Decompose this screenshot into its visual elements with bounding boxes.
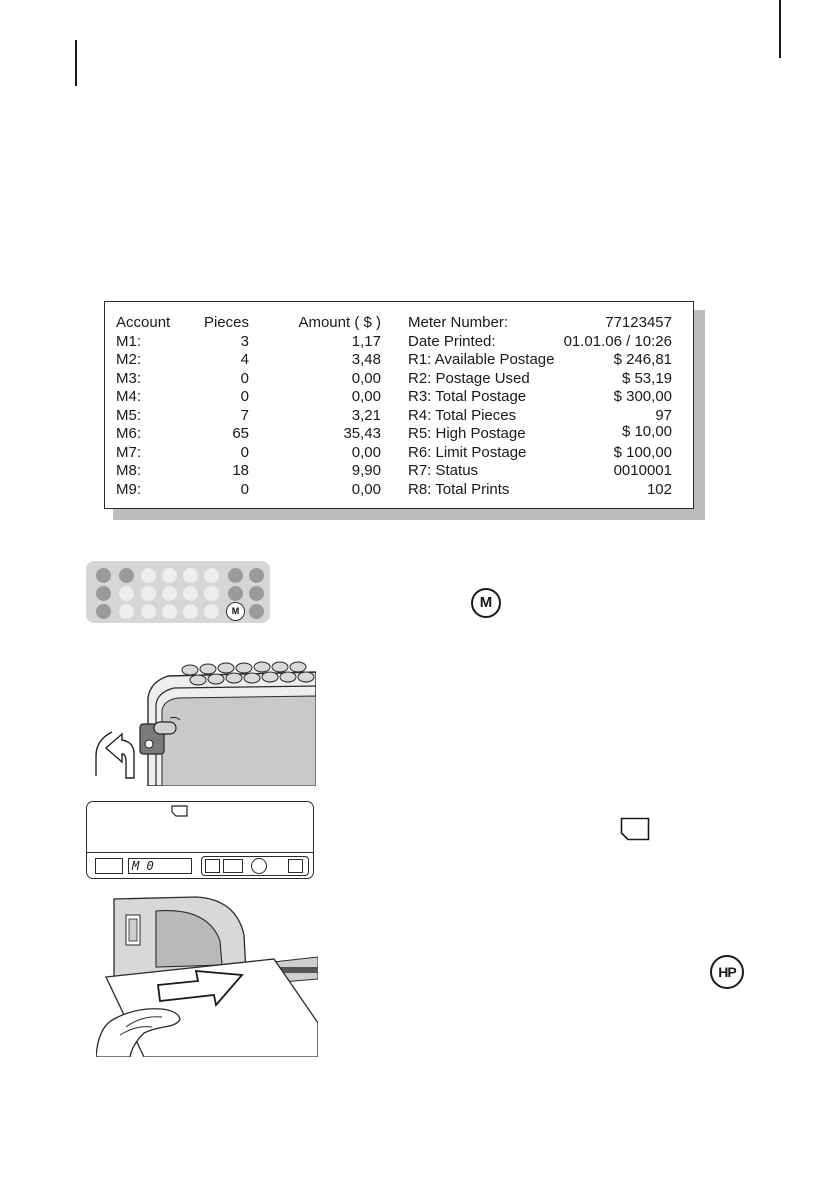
keypad-key bbox=[141, 586, 156, 601]
envelope-icon bbox=[171, 805, 188, 817]
m-key[interactable]: M bbox=[226, 602, 245, 621]
meter-label: R7: Status bbox=[408, 462, 479, 479]
display-indicator bbox=[205, 859, 220, 873]
keypad-key bbox=[183, 568, 198, 583]
account-label: M8: bbox=[116, 462, 142, 479]
keypad-key bbox=[119, 568, 134, 583]
meter-value: 77123457 bbox=[605, 314, 672, 331]
account-pieces: 7 bbox=[240, 406, 249, 424]
keypad-key bbox=[204, 568, 219, 583]
keypad-key bbox=[249, 586, 264, 601]
display-indicator bbox=[223, 859, 243, 873]
keypad-illustration bbox=[86, 561, 270, 623]
keypad-key bbox=[183, 586, 198, 601]
account-label: M3: bbox=[116, 369, 142, 387]
meter-label: R1: Available Postage bbox=[408, 351, 555, 368]
envelope-icon bbox=[620, 817, 650, 841]
meter-value: $ 100,00 bbox=[613, 443, 672, 461]
meter-value: $ 10,00 bbox=[621, 423, 672, 440]
key-lock-illustration bbox=[86, 658, 316, 786]
account-amount: 35,43 bbox=[343, 425, 381, 442]
account-label: M1: bbox=[116, 332, 142, 350]
keypad-key bbox=[141, 568, 156, 583]
meter-value: $ 246,81 bbox=[613, 351, 672, 368]
keypad-key bbox=[183, 604, 198, 619]
meter-label: R4: Total Pieces bbox=[408, 406, 517, 424]
meter-value: $ 53,19 bbox=[621, 369, 672, 387]
lcd-display bbox=[86, 801, 314, 879]
meter-value: 01.01.06 / 10:26 bbox=[563, 332, 672, 350]
account-amount: 0,00 bbox=[351, 480, 381, 498]
account-label: M6: bbox=[116, 425, 142, 442]
account-pieces: 0 bbox=[240, 388, 249, 405]
keypad-key bbox=[228, 568, 243, 583]
crop-mark bbox=[779, 0, 781, 58]
keypad-key bbox=[119, 604, 134, 619]
envelope-insertion-illustration bbox=[96, 895, 318, 1057]
account-pieces: 0 bbox=[240, 443, 249, 461]
meter-label: R5: High Postage bbox=[408, 425, 526, 442]
header-pieces: Pieces bbox=[203, 314, 249, 331]
keypad-key bbox=[162, 604, 177, 619]
account-amount: 0,00 bbox=[351, 369, 381, 387]
account-label: M4: bbox=[116, 388, 142, 405]
meter-label: Meter Number: bbox=[408, 314, 509, 331]
header-amount: Amount ( $ ) bbox=[298, 314, 381, 331]
account-pieces: 4 bbox=[240, 351, 249, 368]
keypad-key bbox=[96, 586, 111, 601]
account-pieces: 0 bbox=[240, 480, 249, 498]
account-amount: 1,17 bbox=[351, 332, 381, 350]
display-indicator bbox=[251, 858, 267, 874]
account-label: M9: bbox=[116, 480, 142, 498]
m-button-symbol: M bbox=[471, 588, 501, 618]
display-field bbox=[95, 858, 123, 874]
keypad-key bbox=[162, 586, 177, 601]
keypad-key bbox=[141, 604, 156, 619]
display-status-bar bbox=[87, 852, 313, 879]
account-pieces: 3 bbox=[240, 332, 249, 350]
keypad-key bbox=[162, 568, 177, 583]
keypad-key bbox=[228, 586, 243, 601]
keypad-key bbox=[204, 586, 219, 601]
account-label: M2: bbox=[116, 351, 142, 368]
hp-button-symbol: HP bbox=[710, 955, 744, 989]
account-label: M7: bbox=[116, 443, 142, 461]
account-pieces: 18 bbox=[232, 462, 249, 479]
header-account: Account bbox=[116, 314, 171, 331]
meter-label: Date Printed: bbox=[408, 332, 496, 350]
display-indicator bbox=[288, 859, 303, 873]
account-report bbox=[104, 301, 694, 509]
meter-label: R8: Total Prints bbox=[408, 480, 510, 498]
account-pieces: 0 bbox=[240, 369, 249, 387]
keypad-key bbox=[96, 568, 111, 583]
meter-value: 0010001 bbox=[613, 462, 672, 479]
meter-label: R2: Postage Used bbox=[408, 369, 530, 387]
keypad-key bbox=[249, 604, 264, 619]
meter-label: R3: Total Postage bbox=[408, 388, 527, 405]
display-indicator-group bbox=[201, 856, 309, 876]
margin-bar bbox=[75, 40, 77, 86]
account-amount: 9,90 bbox=[351, 462, 381, 479]
account-amount: 3,48 bbox=[351, 351, 381, 368]
keypad-key bbox=[96, 604, 111, 619]
keypad-key bbox=[119, 586, 134, 601]
account-amount: 3,21 bbox=[351, 406, 381, 424]
meter-label: R6: Limit Postage bbox=[408, 443, 527, 461]
meter-value: 102 bbox=[646, 480, 672, 498]
account-amount: 0,00 bbox=[351, 443, 381, 461]
display-mode-field bbox=[128, 858, 192, 874]
account-pieces: 65 bbox=[232, 425, 249, 442]
account-amount: 0,00 bbox=[351, 388, 381, 405]
keypad-key bbox=[204, 604, 219, 619]
account-label: M5: bbox=[116, 406, 142, 424]
keypad-key bbox=[249, 568, 264, 583]
display-mode-text: M 0 bbox=[132, 859, 154, 873]
meter-value: $ 300,00 bbox=[613, 388, 672, 405]
meter-value: 97 bbox=[655, 406, 672, 424]
